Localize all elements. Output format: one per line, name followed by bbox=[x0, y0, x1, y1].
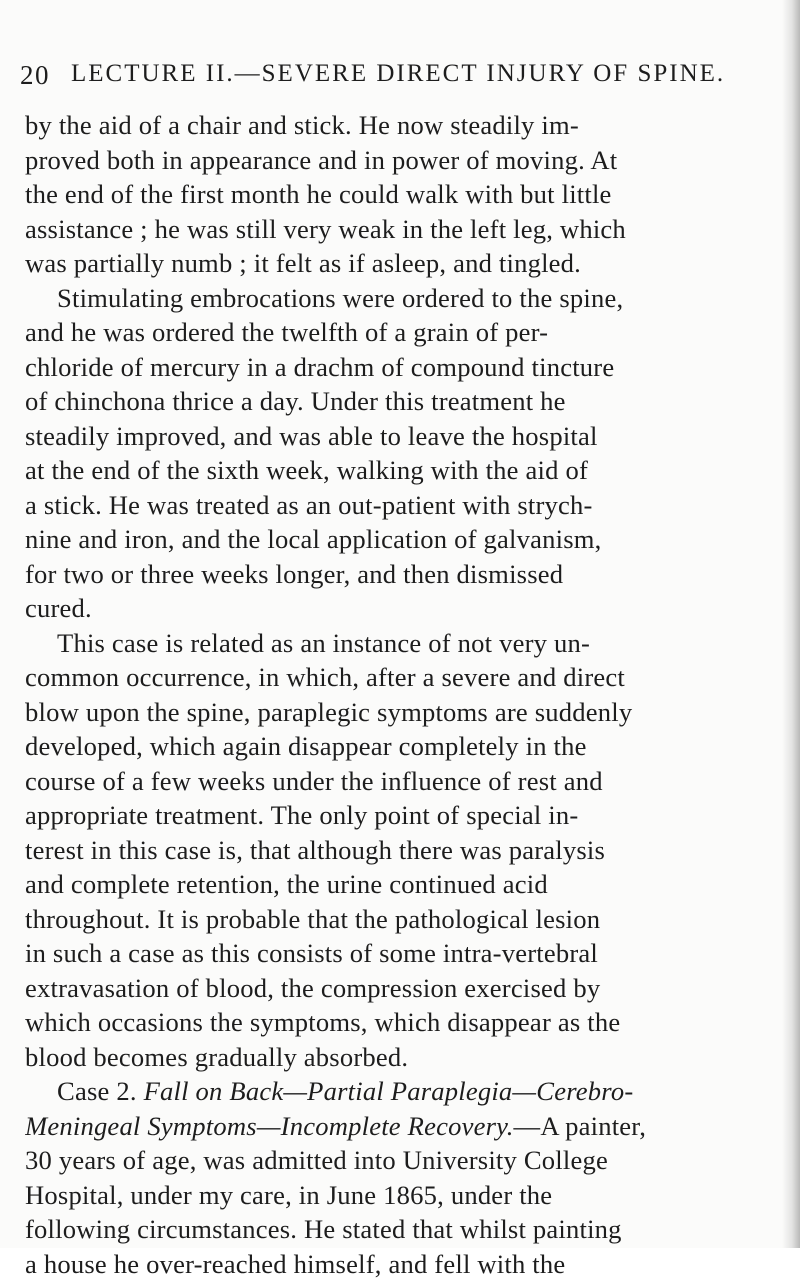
text-line: chloride of mercury in a drachm of compound tincture bbox=[25, 350, 760, 385]
text-line: 30 years of age, was admitted into University College bbox=[25, 1143, 760, 1178]
running-head: LECTURE II.—SEVERE DIRECT INJURY OF SPINE. bbox=[71, 60, 725, 88]
text-line: in such a case as this consists of some intra-vertebral bbox=[25, 936, 760, 971]
text-line: at the end of the sixth week, walking with the aid of bbox=[25, 453, 760, 488]
page-edge-shadow bbox=[782, 0, 800, 1248]
case-title-part1: Fall on Back—Partial Paraplegia—Cerebro- bbox=[144, 1076, 634, 1106]
text-line: blood becomes gradually absorbed. bbox=[25, 1040, 760, 1075]
text-line: nine and iron, and the local application of galvanism, bbox=[25, 522, 760, 557]
case-heading-line bbox=[25, 1074, 760, 1109]
text-line: throughout. It is probable that the pathological lesion bbox=[25, 902, 760, 937]
case-heading-line bbox=[25, 1109, 760, 1144]
text-line: common occurrence, in which, after a severe and direct bbox=[25, 660, 760, 695]
text-line: appropriate treatment. The only point of special in- bbox=[25, 798, 760, 833]
text-line: of chinchona thrice a day. Under this treatment he bbox=[25, 384, 760, 419]
case-text-start: —A painter, bbox=[514, 1111, 647, 1141]
text-line: by the aid of a chair and stick. He now steadily im- bbox=[25, 108, 760, 143]
text-line: was partially numb ; it felt as if asleep, and tingled. bbox=[25, 246, 760, 281]
text-line: proved both in appearance and in power of moving. At bbox=[25, 143, 760, 178]
text-line: extravasation of blood, the compression exercised by bbox=[25, 971, 760, 1006]
text-line: the end of the first month he could walk with but little bbox=[25, 177, 760, 212]
text-line: a house he over-reached himself, and fell with the bbox=[25, 1247, 760, 1281]
text-line: cured. bbox=[25, 591, 760, 626]
text-line: and he was ordered the twelfth of a grain of per- bbox=[25, 315, 760, 350]
case-label: Case 2. bbox=[57, 1076, 137, 1106]
case-title-part2: Meningeal Symptoms—Incomplete Recovery. bbox=[25, 1111, 514, 1141]
text-line: a stick. He was treated as an out-patient with strych- bbox=[25, 488, 760, 523]
text-line: terest in this case is, that although there was paralysis bbox=[25, 833, 760, 868]
text-line: developed, which again disappear completely in the bbox=[25, 729, 760, 764]
text-line: assistance ; he was still very weak in the left leg, which bbox=[25, 212, 760, 247]
page-body bbox=[25, 108, 760, 1281]
page-number: 20 bbox=[20, 60, 50, 91]
page-header bbox=[20, 60, 740, 100]
text-line: Stimulating embrocations were ordered to the spine, bbox=[25, 281, 760, 316]
text-line: Hospital, under my care, in June 1865, under the bbox=[25, 1178, 760, 1213]
text-line: course of a few weeks under the influence of rest and bbox=[25, 764, 760, 799]
text-line: This case is related as an instance of not very un- bbox=[25, 626, 760, 661]
text-line: which occasions the symptoms, which disappear as the bbox=[25, 1005, 760, 1040]
text-line: for two or three weeks longer, and then dismissed bbox=[25, 557, 760, 592]
text-line: following circumstances. He stated that whilst painting bbox=[25, 1212, 760, 1247]
text-line: blow upon the spine, paraplegic symptoms are suddenly bbox=[25, 695, 760, 730]
text-line: and complete retention, the urine continued acid bbox=[25, 867, 760, 902]
text-line: steadily improved, and was able to leave the hospital bbox=[25, 419, 760, 454]
